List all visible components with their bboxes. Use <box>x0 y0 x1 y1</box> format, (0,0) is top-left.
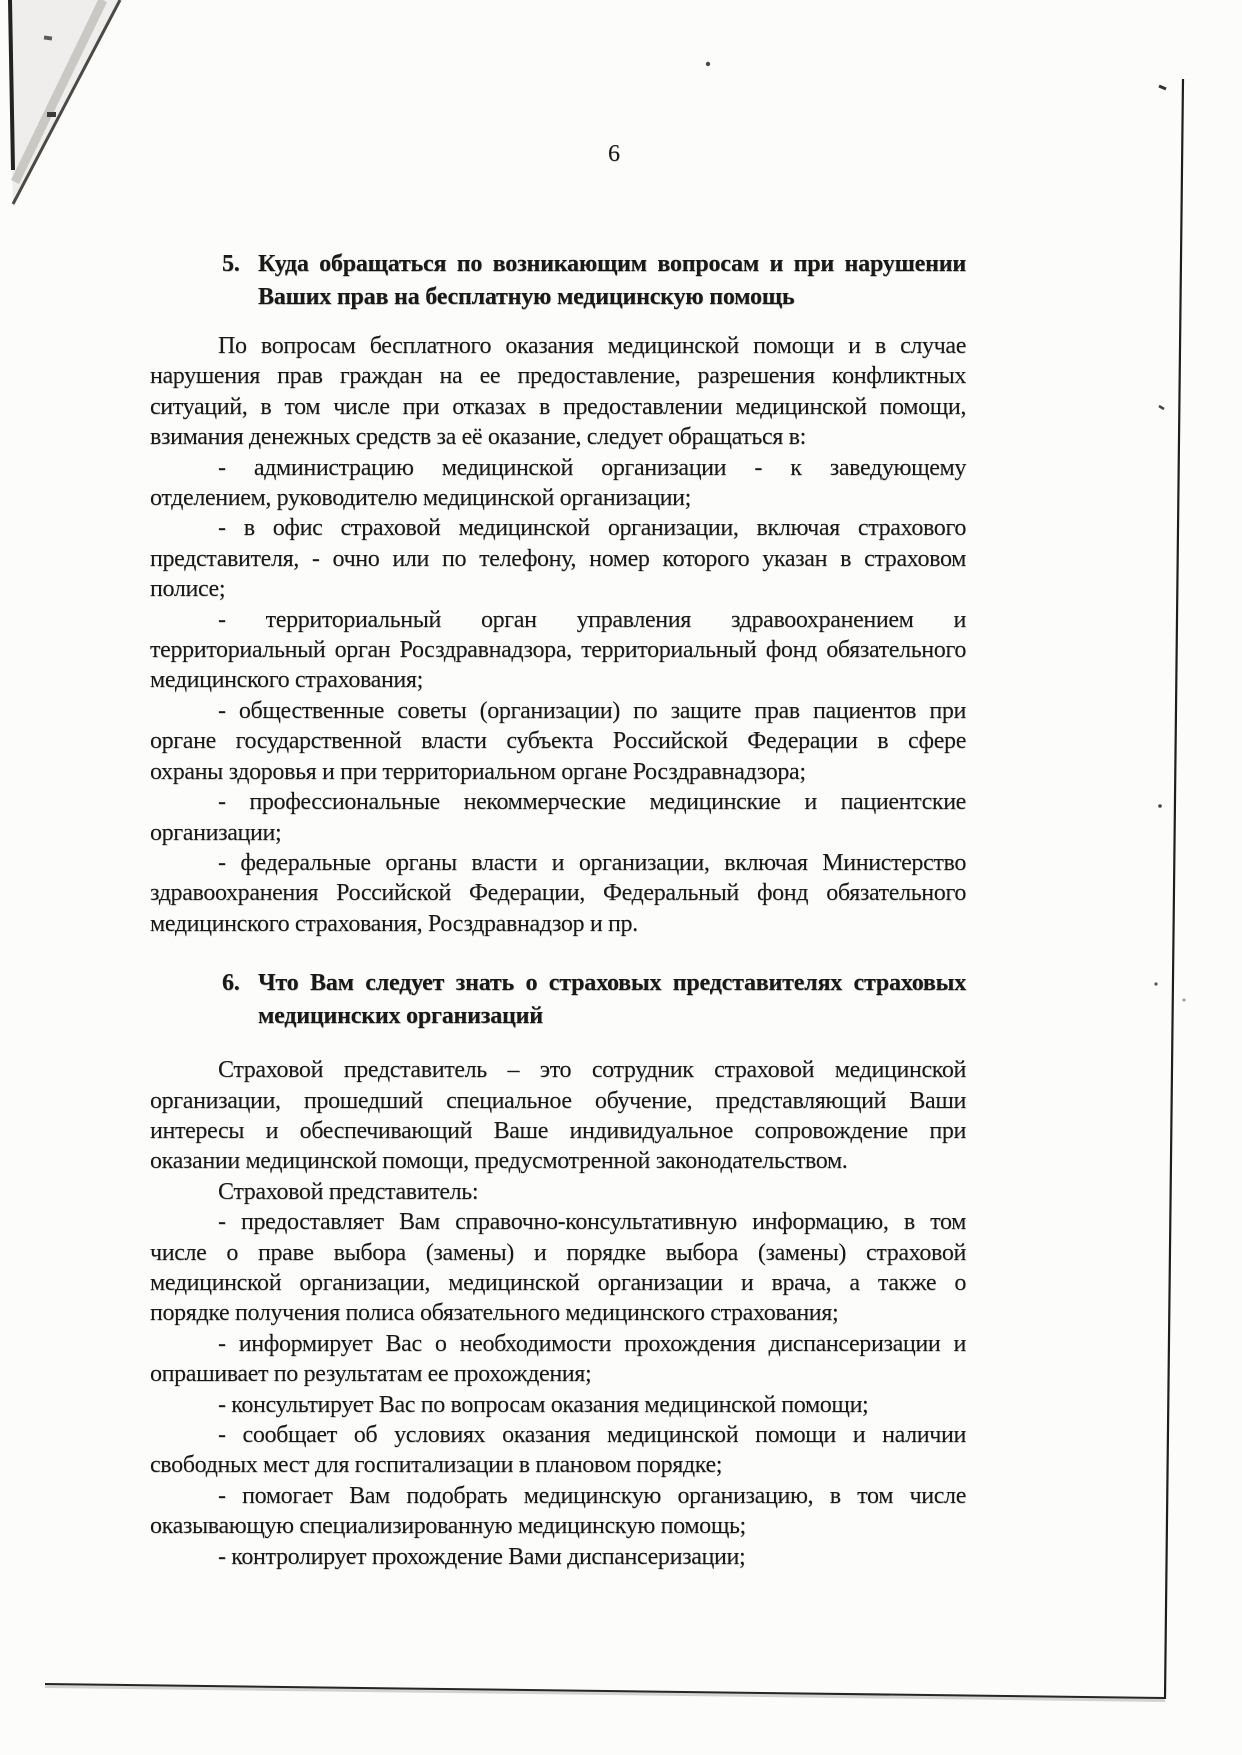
section-5-number: 5. <box>222 251 240 277</box>
text-line: нарушения прав граждан на ее предоставление, разрешения конфликтных <box>150 363 966 390</box>
list-item <box>150 513 966 604</box>
text-line: - сообщает об условиях оказания медицинской помощи и наличии <box>218 1422 966 1448</box>
list-item <box>150 1207 966 1329</box>
ink-speck <box>1159 86 1166 89</box>
text-line: полисе; <box>150 576 226 603</box>
text-line: представителя, - очно или по телефону, номер которого указан в страховом <box>150 545 966 572</box>
page-edge-bottom-fuzz <box>45 1686 1165 1700</box>
text-line: оказании медицинской помощи, предусмотренной законодательством. <box>150 1148 848 1175</box>
list-item <box>150 787 966 848</box>
list-item <box>150 605 966 696</box>
folded-corner-artifact <box>0 0 140 216</box>
ink-speck <box>44 35 52 40</box>
text-line: интересы и обеспечивающий Ваше индивидуальное сопровождение при <box>150 1117 966 1144</box>
text-line: здравоохранения Российской Федерации, Федеральный фонд обязательного <box>150 880 966 907</box>
fold-shade <box>8 0 122 206</box>
list-item <box>150 696 966 787</box>
text-line: территориальный орган Росздравнадзора, территориальный фонд обязательного <box>150 637 966 664</box>
fold-inner-band <box>15 0 103 182</box>
text-line: Куда обращаться по возникающим вопросам и при нарушении <box>258 251 966 277</box>
text-line: - консультирует Вас по вопросам оказания медицинской помощи; <box>218 1391 869 1418</box>
fold-diagonal-edge <box>13 0 120 204</box>
paragraph <box>150 1055 966 1177</box>
text-line: - федеральные органы власти и организации, включая Министерство <box>218 849 966 876</box>
fold-vertical-edge <box>10 0 13 170</box>
section-5-heading <box>222 248 966 314</box>
list-item <box>150 1390 966 1420</box>
text-line: - территориальный орган управления здравоохранением и <box>218 606 966 633</box>
text-line: организации; <box>150 819 282 846</box>
list-item <box>150 1420 966 1481</box>
list-item <box>150 1542 966 1572</box>
text-line: свободных мест для госпитализации в плановом порядке; <box>150 1452 723 1479</box>
page-number: 6 <box>608 141 620 167</box>
text-line: - в офис страховой медицинской организации, включая страхового <box>218 515 966 542</box>
text-line: - помогает Вам подобрать медицинскую организацию, в том числе <box>218 1482 966 1509</box>
text-line: взимания денежных средств за её оказание, следует обращаться в: <box>150 424 806 451</box>
text-line: медицинского страхования; <box>150 667 423 694</box>
page-edge-bottom-line <box>45 1684 1165 1698</box>
list-item <box>150 1329 966 1390</box>
page-edge-right-line <box>1165 79 1183 1699</box>
text-line: Ваших прав на бесплатную медицинскую помощь <box>258 284 795 310</box>
text-line: - предоставляет Вам справочно-консультативную информацию, в том <box>218 1209 966 1236</box>
text-line: организации, прошедший специальное обучение, представляющий Ваши <box>150 1087 966 1114</box>
text-line: Страховой представитель: <box>218 1178 479 1205</box>
text-line: - администрацию медицинской организации - к заведующему <box>218 454 966 481</box>
text-line: опрашивает по результатам ее прохождения; <box>150 1361 592 1388</box>
text-line: По вопросам бесплатного оказания медицинской помощи и в случае <box>218 333 966 359</box>
text-line: отделением, руководителю медицинской организации; <box>150 485 691 512</box>
paragraph <box>150 1177 966 1207</box>
text-line: органе государственной власти субъекта Российской Федерации в сфере <box>150 728 966 755</box>
page-content <box>150 0 966 1572</box>
text-line: ситуаций, в том числе при отказах в предоставлении медицинской помощи, <box>150 393 966 420</box>
text-line: числе о праве выбора (замены) и порядке выбора (замены) страховой <box>150 1239 966 1266</box>
text-line: медицинских организаций <box>258 1003 543 1030</box>
text-line: порядке получения полиса обязательного медицинского страхования; <box>150 1300 839 1327</box>
ink-speck <box>1183 999 1186 1002</box>
text-line: оказывающую специализированную медицинскую помощь; <box>150 1513 746 1540</box>
text-line: - общественные советы (организации) по защите прав пациентов при <box>218 697 966 724</box>
text-line: охраны здоровья и при территориальном органе Росздравнадзора; <box>150 758 806 785</box>
list-item <box>150 1481 966 1542</box>
section-6-number: 6. <box>222 970 240 997</box>
text-line: - информирует Вас о необходимости прохождения диспансеризации и <box>218 1330 966 1357</box>
text-line: - контролирует прохождение Вами диспансеризации; <box>218 1543 746 1570</box>
list-item <box>150 848 966 939</box>
text-line: медицинской организации, медицинской организации и врача, а также о <box>150 1269 966 1296</box>
ink-speck <box>1154 982 1157 985</box>
section-5-heading-text <box>258 248 966 314</box>
text-line: - профессиональные некоммерческие медицинские и пациентские <box>218 789 966 816</box>
text-line: медицинского страхования, Росздравнадзор и пр. <box>150 910 638 937</box>
list-item <box>150 453 966 514</box>
text-line: Что Вам следует знать о страховых представителях страховых <box>258 970 966 997</box>
ink-speck <box>1158 804 1162 808</box>
section-6-heading <box>222 967 966 1033</box>
ink-speck <box>1159 406 1164 409</box>
ink-speck <box>47 112 56 117</box>
paragraph <box>150 331 966 453</box>
text-line: Страховой представитель – это сотрудник страховой медицинской <box>218 1057 966 1084</box>
section-6-heading-text <box>258 967 966 1033</box>
